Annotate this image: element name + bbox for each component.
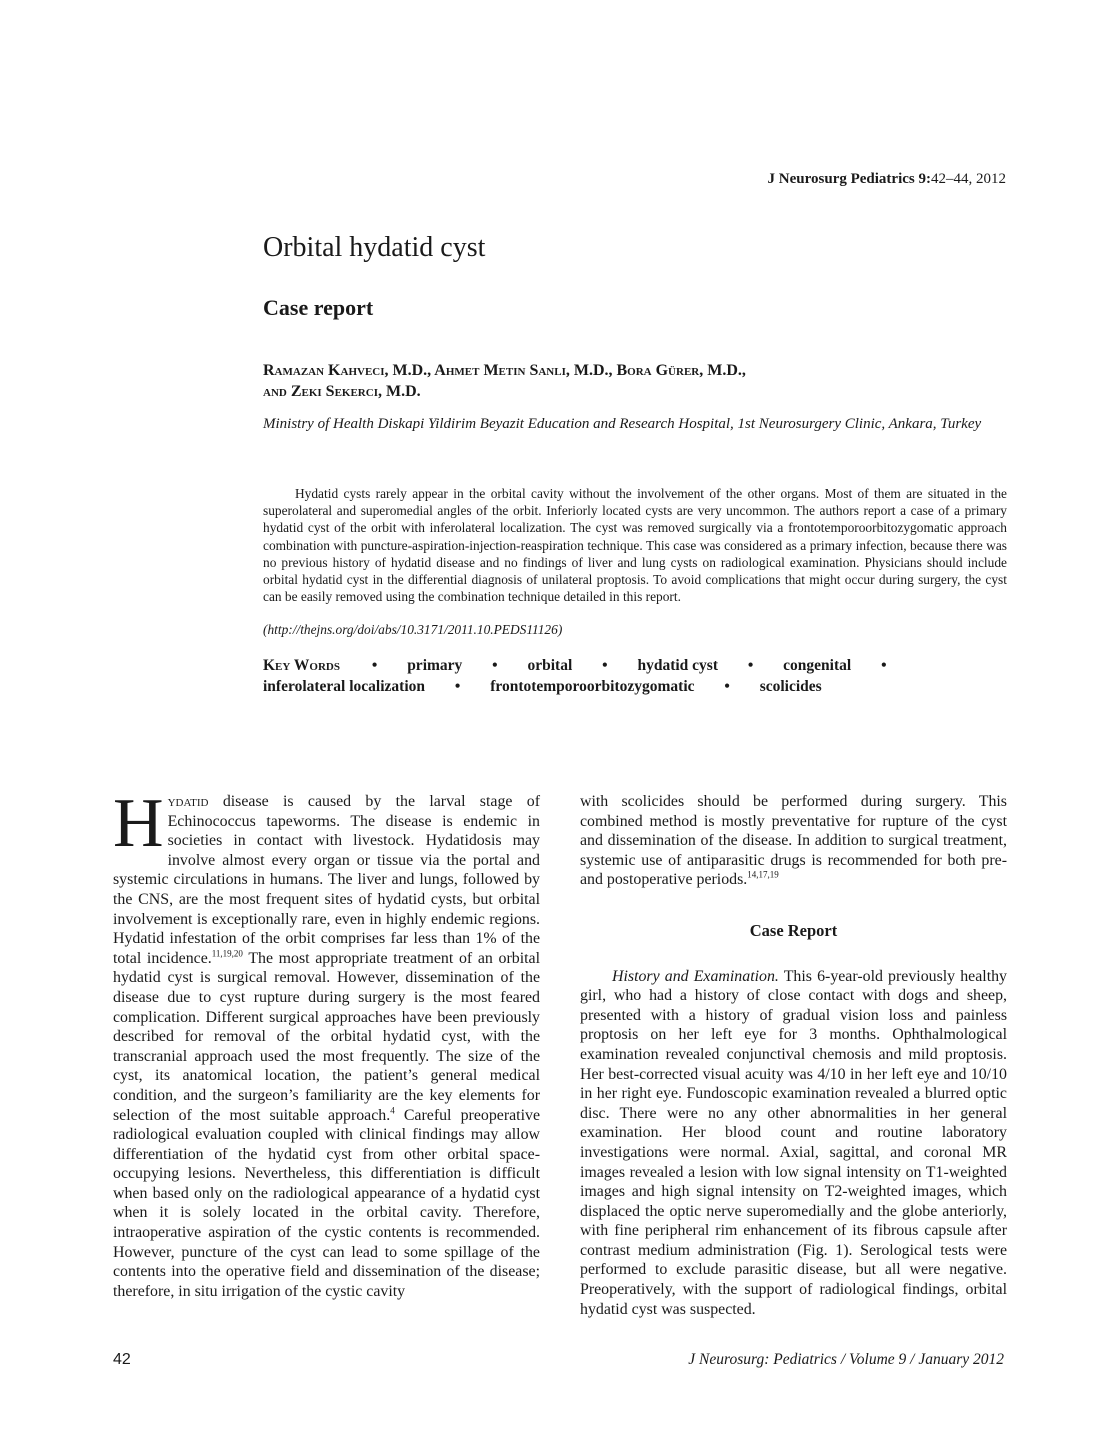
keyword-separator: • bbox=[747, 657, 754, 674]
keywords bbox=[263, 655, 903, 697]
page-number: 42 bbox=[113, 1351, 131, 1368]
keyword-separator: • bbox=[492, 657, 498, 674]
author-list bbox=[263, 360, 983, 402]
journal-name: J Neurosurg Pediatrics bbox=[767, 171, 915, 187]
keyword-separator: • bbox=[724, 678, 730, 695]
intro-text-1: disease is caused by the larval stage of Echinococcus tapeworms. The disease is endemic in societies in contact with livestock. Hydatidosis may involve almost every organ or tissue via the portal and systemic circulations in humans. The liver and lungs, followed by the CNS, are the most frequent sites of hydatid cysts, but orbital involvement is exceptionally rare, even in highly endemic regions. Hydatid infestation of the orbit comprises far less than 1% of the total incidence. bbox=[113, 793, 540, 967]
intro-text-2: The most appropriate treatment of an orbital hydatid cyst is surgical removal. However, dissemination of the disease due to cyst rupture during surgery is the most feared complication. Different surgical approaches have been previously described for removal of the orbital hydatid cyst, with the transcranial approach used the most frequently. The size of the cyst, its anatomical location, the patient’s general medical condition, and the surgeon’s familiarity are the key elements for selection of the most suitable approach. bbox=[113, 949, 540, 1124]
keyword-separator: • bbox=[881, 657, 887, 674]
keyword: congenital bbox=[783, 657, 852, 674]
intro-text-3: Careful preoperative radiological evaluation coupled with clinical findings may allow differentiation of the hydatid cyst from other orbital space-occupying lesions. Nevertheless, this differentiation is difficult when based only on the radiological appearance of a hydatid cyst when it is solely located in the orbital cavity. Therefore, intraoperative aspiration of the cystic contents is recommended. However, puncture of the cyst can lead to some spillage of the contents into the operative field and dissemination of the disease; therefore, in situ irrigation of the cystic cavity bbox=[113, 1106, 540, 1300]
keyword-separator: • bbox=[371, 657, 378, 674]
subsection-heading: History and Examination. bbox=[612, 967, 779, 985]
keyword: orbital bbox=[527, 657, 573, 674]
treatment-paragraph bbox=[580, 792, 1007, 890]
keyword: frontotemporoorbitozygomatic bbox=[490, 678, 695, 695]
journal-pages-year: 42–44, 2012 bbox=[931, 171, 1006, 187]
section-heading-case-report: Case Report bbox=[749, 920, 838, 940]
doi-link[interactable]: (http://thejns.org/doi/abs/10.3171/2011.10.PEDS11126) bbox=[263, 622, 563, 637]
reference-superscript[interactable]: 14,17,19 bbox=[747, 870, 779, 881]
article-title: Orbital hydatid cyst bbox=[263, 232, 486, 263]
authors-line-1: Ramazan Kahveci, M.D., Ahmet Metin Sanli, M.D., Bora Gürer, M.D., bbox=[263, 362, 746, 379]
abstract: Hydatid cysts rarely appear in the orbital cavity without the involvement of the other organs. Most of them are situated in the superolateral and superomedial angles of the orbit. Inferiorly located cysts are very uncommon. The authors report a case of a primary hydatid cyst of the orbit with inferolateral localization. The cyst was removed surgically via a frontotemporoorbitozygomatic approach combination with puncture-aspiration-injection-reaspiration technique. This case was considered as a primary infection, because there was no previous history of hydatid disease and no findings of liver and lung cysts on radiological examination. Physicians should include orbital hydatid cyst in the differential diagnosis of unilateral proptosis. To avoid complications that might occur during surgery, the cyst can be easily removed using the combination technique detailed in this report. bbox=[263, 486, 1007, 605]
authors-line-2: and Zeki Sekerci, M.D. bbox=[263, 383, 421, 400]
body-column-left bbox=[113, 785, 540, 1301]
history-paragraph bbox=[580, 967, 1007, 1320]
keyword-separator: • bbox=[602, 657, 608, 674]
body-column-right bbox=[580, 792, 1007, 1319]
treatment-text: with scolicides should be performed during surgery. This combined method is mostly preventative for rupture of the cyst and dissemination of the disease. In addition to surgical treatment, systemic use of antiparasitic drugs is recommended for both pre- and postoperative periods. bbox=[580, 793, 1007, 889]
intro-paragraph bbox=[113, 785, 540, 1301]
affiliation: Ministry of Health Diskapi Yildirim Beyazit Education and Research Hospital, 1st Neurosurgery Clinic, Ankara, Turkey bbox=[263, 416, 982, 432]
keywords-label: Key Words bbox=[263, 657, 340, 674]
keyword-separator: • bbox=[454, 678, 461, 695]
reference-superscript[interactable]: 11,19,20 bbox=[211, 948, 243, 959]
keyword: inferolateral localization bbox=[263, 678, 425, 695]
history-text: This 6-year-old previously healthy girl, who had a history of close contact with dogs and sheep, presented with a history of gradual vision loss and painless proptosis on her left eye for 3 months. Ophthalmological examination revealed conjunctival chemosis and mild proptosis. Her best-corrected visual acuity was 4/10 in her left eye and 10/10 in her right eye. Fundoscopic examination revealed a blurred optic disc. There were no any other abnormalities in her general examination. Her blood count and routine laboratory investigations were normal. Axial, sagittal, and coronal MR images revealed a lesion with low signal intensity on T1-weighted images and high signal intensity on T2-weighted images, which displaced the optic nerve superomedially and the globe anteriorly, with fine peripheral rim enhancement of its fibrous capsule after contrast medium administration (Fig. 1). Serological tests were performed to exclude parasitic disease, but all were negative. Preoperatively, with the support of radiological findings, orbital hydatid cyst was suspected. bbox=[580, 967, 1007, 1318]
footer-journal: J Neurosurg: Pediatrics / Volume 9 / January 2012 bbox=[688, 1351, 1004, 1368]
journal-header bbox=[768, 171, 1006, 188]
keyword: scolicides bbox=[759, 678, 822, 695]
keyword: primary bbox=[407, 657, 463, 674]
keyword: hydatid cyst bbox=[637, 657, 718, 674]
reference-superscript[interactable]: 4 bbox=[390, 1105, 395, 1116]
drop-cap-continuation: ydatid bbox=[167, 793, 209, 810]
journal-volume: 9: bbox=[918, 171, 931, 187]
article-subtitle: Case report bbox=[263, 295, 374, 320]
drop-cap: H bbox=[113, 785, 164, 862]
